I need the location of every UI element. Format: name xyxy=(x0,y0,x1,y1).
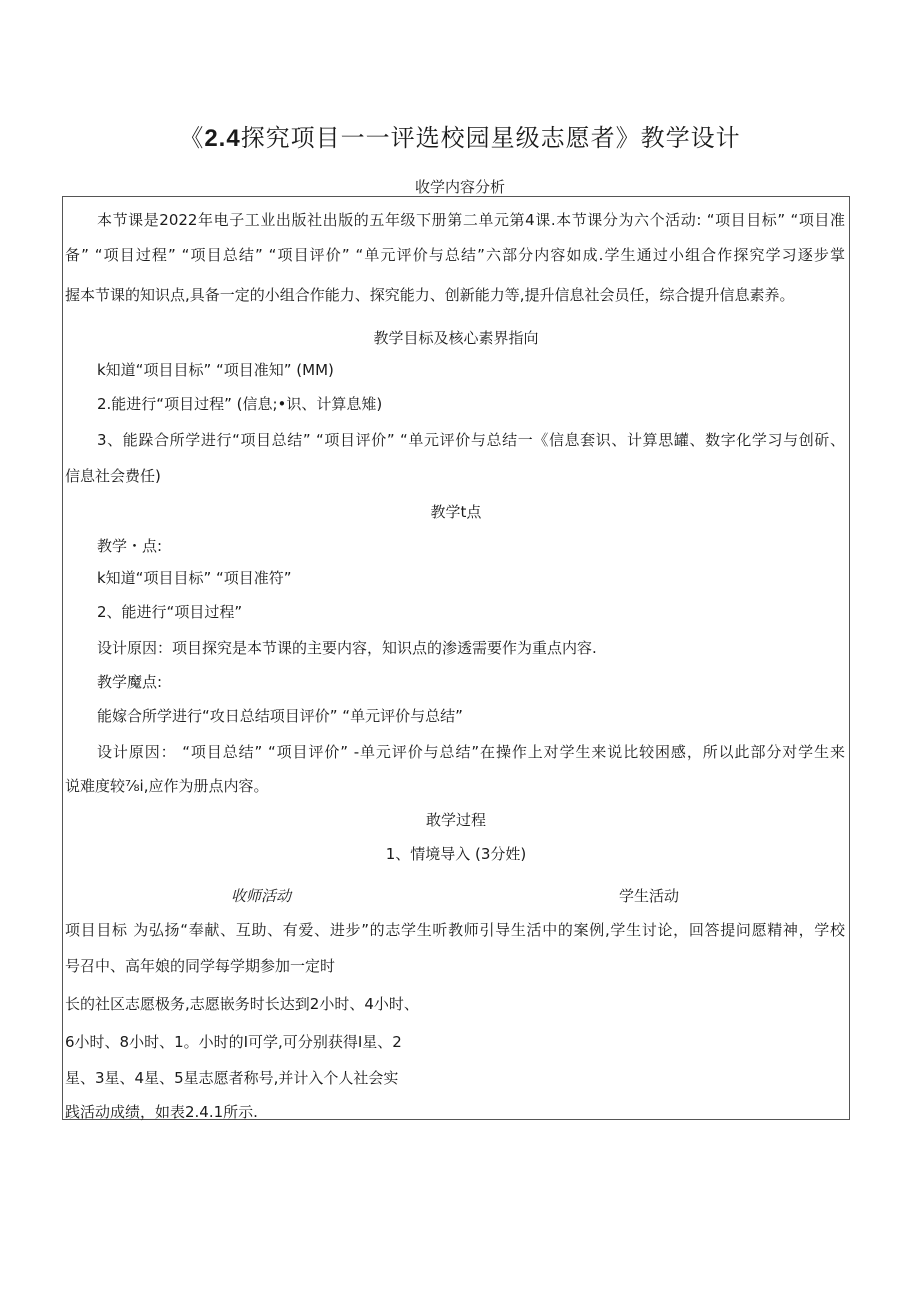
section-heading-goals: 教学目标及核心素界指向 xyxy=(373,329,539,347)
section-heading-process: 敢学过程 xyxy=(425,811,486,829)
key-point-1: k知道“项目目标” “项目准符” xyxy=(97,569,292,587)
process-line-1: 项目目标 为弘扬“奉献、互助、有爱、进步”的志学生听教师引导生活中的案例,学生讨论，回答提问愿精神，学校 xyxy=(65,921,845,939)
difficulty-label: 教学魔点: xyxy=(97,673,163,691)
process-line-3: 长的社区志愿极务,志愿嵌务时长达到2小时、4小时、 xyxy=(65,995,419,1013)
key-reason: 设计原因：项目探究是本节课的主要内容，知识点的渗透需要作为重点内容. xyxy=(97,639,597,657)
student-activity-header: 学生活动 xyxy=(619,887,680,905)
difficulty-reason-continued: 说难度较⅞i,应作为册点内容。 xyxy=(65,777,269,795)
process-line-2: 号召中、高年娘的同学每学期参加一定时 xyxy=(65,957,336,975)
process-line-4: 6小时、8小时、1。小时的I可学,可分别获得I星、2 xyxy=(65,1033,402,1051)
process-line-6: 践活动成绩，如表2.4.1所示. xyxy=(65,1103,258,1121)
goal-1: k知道“项目目标” “项目准知” (MM) xyxy=(97,361,334,379)
difficulty-reason: 设计原因： “项目总结” “项目评价” -单元评价与总结”在操作上对学生来说比较困感，所以此部分对学生来 xyxy=(97,743,845,761)
goal-2: 2.能进行“项目过程” (信息;•识、计算息雉) xyxy=(97,395,383,413)
lesson-plan-table xyxy=(62,196,850,1120)
analysis-line-1: 本节课是2022年电子工业出版社出版的五年级下册第二单元第4课.本节课分为六个活动: “项目目标” “项目准 xyxy=(97,211,845,229)
document-title xyxy=(0,118,920,153)
title-text: 探究项目一一评选校园星级志愿者》教学设计 xyxy=(240,124,741,152)
difficulty-point-1: 能嫁合所学进行“攻日总结项目评价” “单元评价与总结” xyxy=(97,707,463,725)
title-number: 2.4 xyxy=(204,125,241,152)
key-point-2: 2、能进行“项目过程” xyxy=(97,603,243,621)
goal-3-continued: 信息社会费任) xyxy=(65,467,161,485)
teacher-activity-header: 收师活动 xyxy=(231,887,292,905)
analysis-line-2: 备” “项目过程” “项目总结” “项目评价” “单元评价与总结”六部分内容如成.学生通过小组合作探究学习逐步掌 xyxy=(65,246,845,264)
title-prefix: 《 xyxy=(179,124,205,152)
key-points-label: 教学・点: xyxy=(97,537,163,555)
section-heading-content-analysis: 收学内容分析 xyxy=(414,178,505,196)
analysis-line-3: 握本节课的知识点,具备一定的小组合作能力、探究能力、创新能力等,提升信息社会员任，综合提升信息素养。 xyxy=(65,286,795,304)
section-heading-key-points: 教学t点 xyxy=(430,503,482,521)
step-1-title: 1、情境导入 (3分姓) xyxy=(385,845,527,863)
goal-3: 3、能跺合所学进行“项目总结” “项目评价” “单元评价与总结一《信息套识、计算思罐、数字化学习与创斫、 xyxy=(97,431,845,449)
process-line-5: 星、3星、4星、5星志愿者称号,并计入个人社会实 xyxy=(65,1069,399,1087)
